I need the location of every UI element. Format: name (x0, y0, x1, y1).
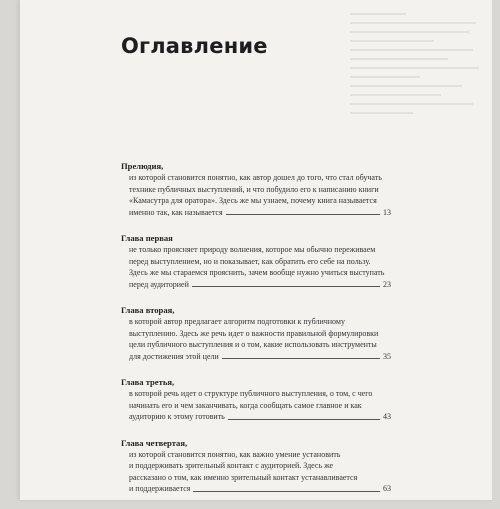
table-of-contents (121, 160, 391, 509)
toc-entry-description-line: и поддерживается (129, 484, 191, 493)
toc-entry-description-line: для достижения этой цели (129, 351, 219, 361)
toc-entry-heading: Глава четвертая, (121, 437, 188, 448)
toc-entry-last-row (121, 483, 391, 495)
toc-entry-heading: Прелюдия, (121, 161, 164, 171)
toc-entry-description-line: перед аудиторией (129, 279, 189, 289)
toc-entry-heading: Глава вторая, (121, 305, 175, 315)
toc-entry-last-row (121, 207, 391, 219)
toc-entry-description-line: технике публичных выступлений, и что побудило его к написанию книги (129, 184, 379, 194)
toc-entry-description-line: из которой становится понятно, как важно умение установить (129, 449, 341, 459)
book-page (20, 0, 492, 500)
toc-entry-description-line: рассказано о том, как именно зрительный контакт устанавливается (129, 472, 358, 482)
toc-page-number: 35 (383, 351, 391, 361)
dot-leader-line (192, 286, 380, 287)
bleed-through-text (350, 6, 490, 156)
toc-entry-description-line: аудиторию к этому готовить (129, 412, 225, 421)
page-title: Оглавление (121, 34, 268, 58)
dot-leader-line (226, 214, 380, 215)
toc-entry-description-line: в которой автор предлагает алгоритм подготовки к публичному (129, 317, 345, 326)
toc-entry-last-row (121, 279, 391, 291)
toc-entry (121, 437, 391, 495)
toc-page-number: 63 (383, 484, 391, 493)
toc-entry (121, 160, 391, 218)
toc-entry-heading: Глава первая (121, 233, 173, 243)
toc-entry-description-line: начинать его и чем заканчивать, когда сообщать самое главное и как (129, 400, 362, 410)
toc-page-number: 23 (383, 279, 391, 289)
toc-entry-description-line: цели публичного выступления и о том, какие использовать инструменты (129, 340, 377, 349)
toc-entry-description-line: «Камасутра для оратора». Здесь же мы узнаем, почему книга называется (129, 196, 377, 205)
toc-entry-last-row (121, 411, 391, 423)
toc-page-number: 43 (383, 412, 391, 421)
toc-entry (121, 304, 391, 362)
toc-entry-description-line: перед выступлением, но и показывает, как обратить его себе на пользу. (129, 256, 371, 266)
toc-entry (121, 232, 391, 290)
dot-leader-line (228, 419, 380, 420)
toc-entry-description-line: в которой речь идет о структуре публичного выступления, о том, с чего (129, 389, 373, 398)
toc-entry-description-line: и поддерживать зрительный контакт с аудиторией. Здесь же (129, 461, 334, 470)
dot-leader-line (222, 358, 380, 359)
toc-entry-description-line: из которой становится понятно, как автор дошел до того, что стал обучать (129, 173, 382, 182)
toc-entry-description-line: именно так, как называется (129, 207, 223, 217)
toc-entry-heading: Глава третья, (121, 377, 175, 387)
toc-entry-description-line: не только проясняет природу волнения, которое мы обычно переживаем (129, 245, 376, 254)
toc-entry (121, 376, 391, 423)
toc-entry-description-line: Здесь же мы стараемся прояснить, зачем вообще нужно учиться выступать (129, 268, 385, 277)
dot-leader-line (193, 491, 380, 492)
toc-entry-last-row (121, 351, 391, 363)
toc-page-number: 13 (383, 207, 391, 217)
toc-entry-description-line: выступлению. Здесь же речь идет о важности правильной формулировки (129, 328, 379, 338)
